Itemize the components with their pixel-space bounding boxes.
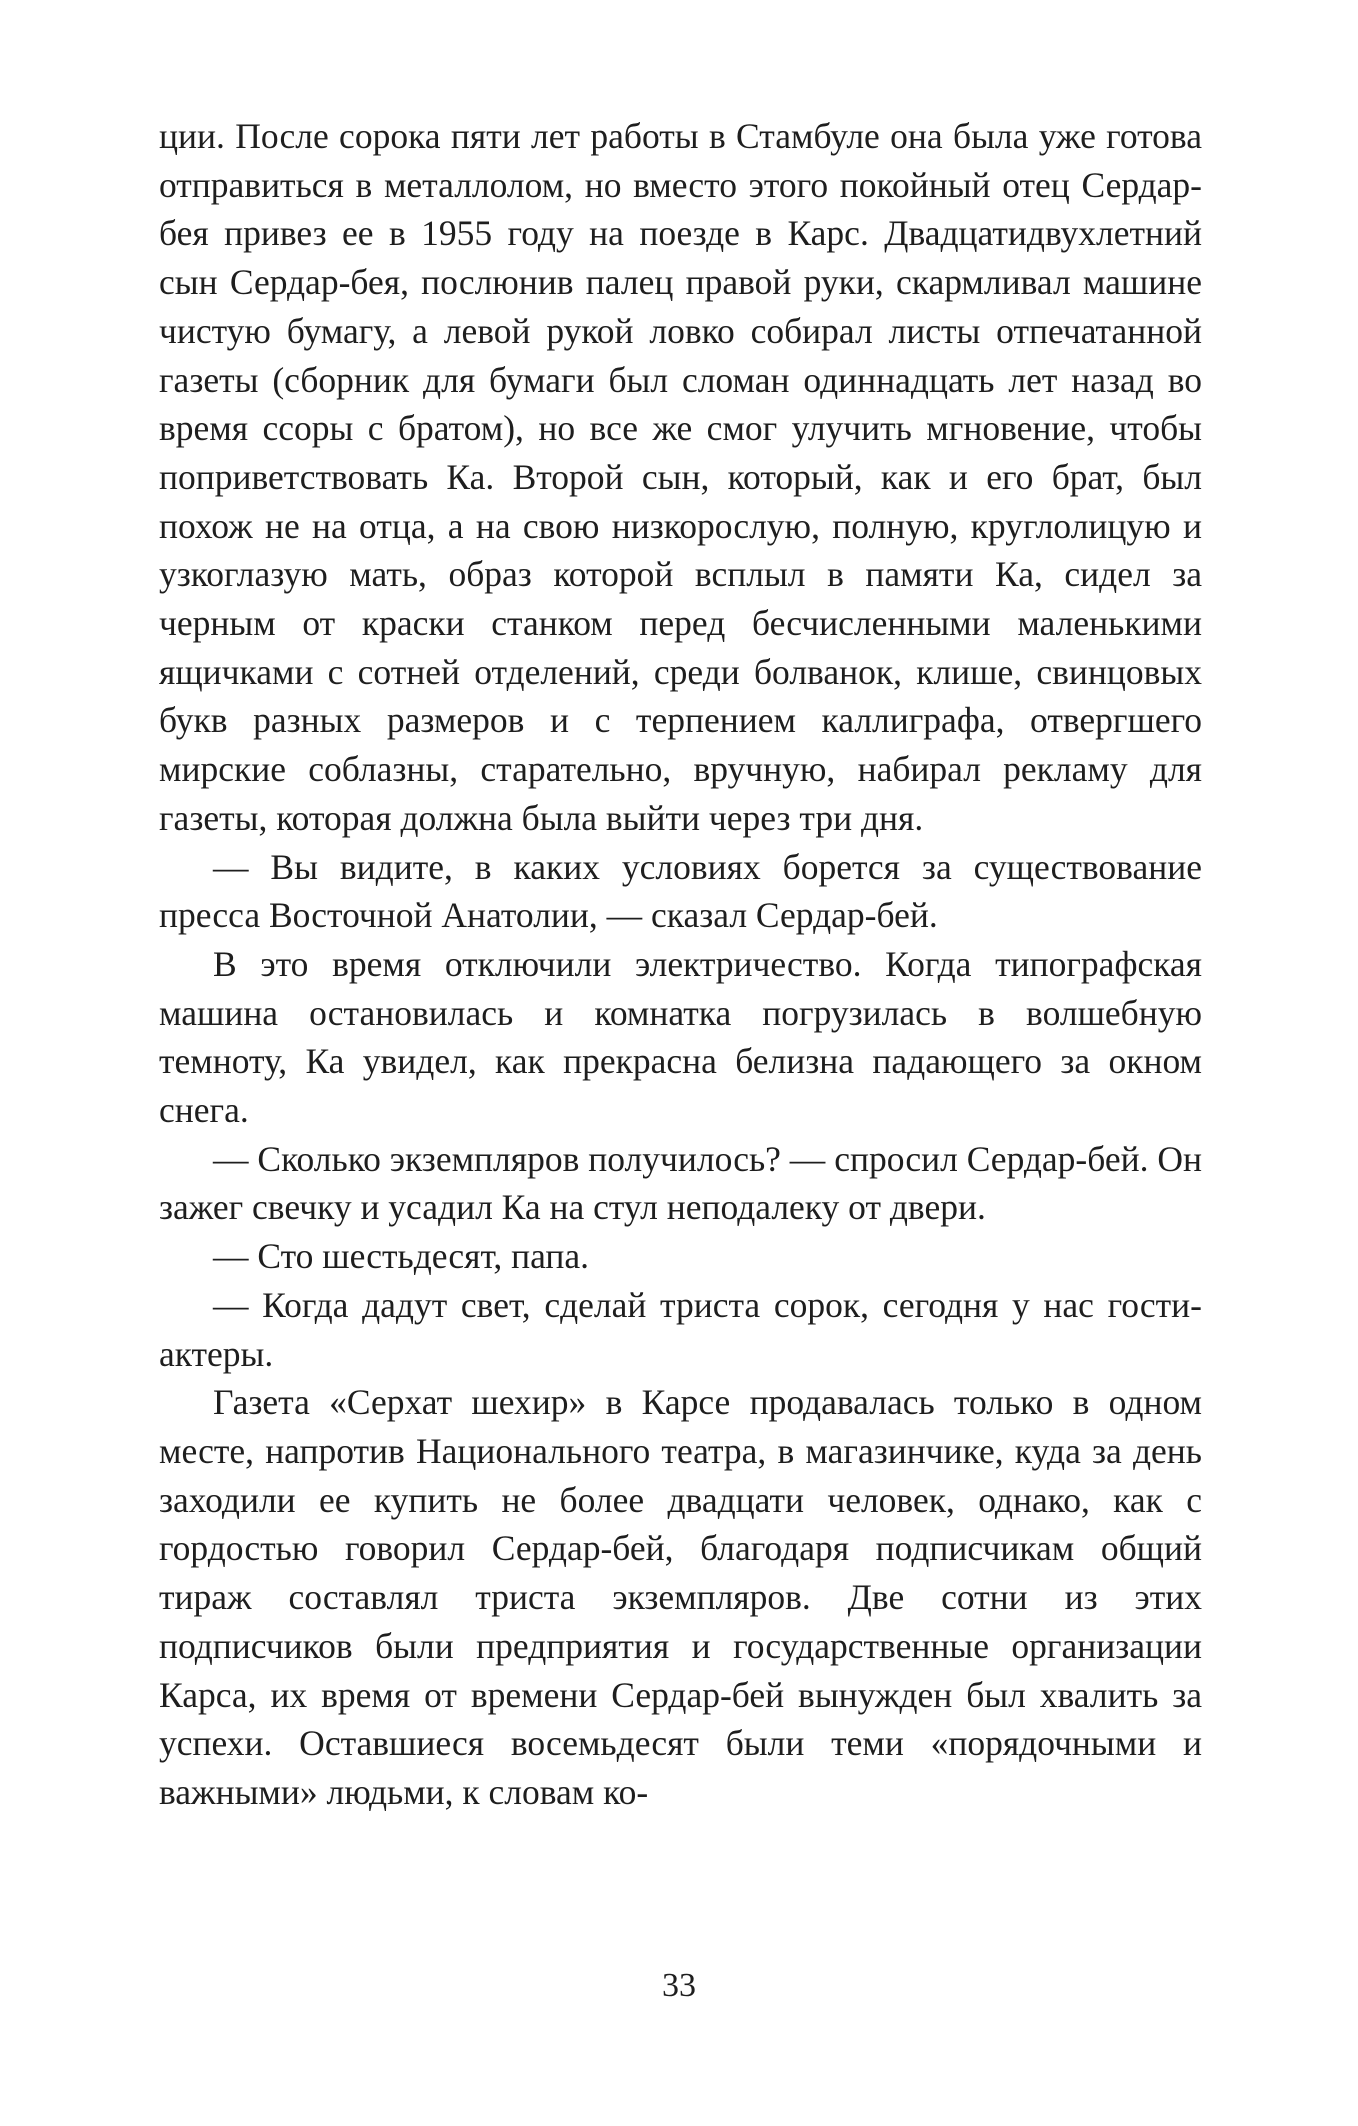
paragraph-3: В это время отключили электричество. Когда типографская машина остановилась и комнатка погрузилась в волшебную темноту, Ка увидел, как прекрасна белизна падающего за окном снега. — [159, 943, 1202, 1131]
paragraph-5: — Сто шестьдесят, папа. — [213, 1236, 589, 1277]
paragraph-2: — Вы видите, в каких условиях борется за существование пресса Восточной Анатолии, — сказал Сердар-бей. — [159, 846, 1202, 936]
paragraph-4: — Сколько экземпляров получилось? — спросил Сердар-бей. Он зажег свечку и усадил Ка на стул неподалеку от двери. — [159, 1138, 1202, 1228]
body-text — [159, 112, 1202, 1817]
page-number: 33 — [662, 1967, 696, 2004]
paragraph-1: ции. После сорока пяти лет работы в Стамбуле она была уже готова отправиться в металлолом, но вместо этого покойный отец Сердар-бея привез ее в 1955 году на поезде в Карс. Двадцатидвухлетний сын Сердар-бея, послюнив палец правой руки, скармливал машине чистую бумагу, а левой рукой ловко собирал листы отпечатанной газеты (сборник для бумаги был сломан одиннадцать лет назад во время ссоры с братом), но все же смог улучить мгновение, чтобы поприветствовать Ка. Второй сын, который, как и его брат, был похож не на отца, а на свою низкорослую, полную, круглолицую и узкоглазую мать, образ которой всплыл в памяти Ка, сидел за черным от краски станком перед бесчисленными маленькими ящичками с сотней отделений, среди болванок, клише, свинцовых букв разных размеров и с терпением каллиграфа, отвергшего мирские соблазны, старательно, вручную, набирал рекламу для газеты, которая должна была выйти через три дня. — [159, 116, 1202, 838]
paragraph-7: Газета «Серхат шехир» в Карсе продавалась только в одном месте, напротив Национального театра, в магазинчике, куда за день заходили ее купить не более двадцати человек, однако, как с гордостью говорил Сердар-бей, благодаря подписчикам общий тираж составлял триста экземпляров. Две сотни из этих подписчиков были предприятия и государственные организации Карса, их время от времени Сердар-бей вынужден был хвалить за успехи. Оставшиеся восемьдесят были теми «порядочными и важными» людьми, к словам ко- — [159, 1382, 1202, 1812]
paragraph-6: — Когда дадут свет, сделай триста сорок, сегодня у нас гости-актеры. — [159, 1284, 1202, 1374]
